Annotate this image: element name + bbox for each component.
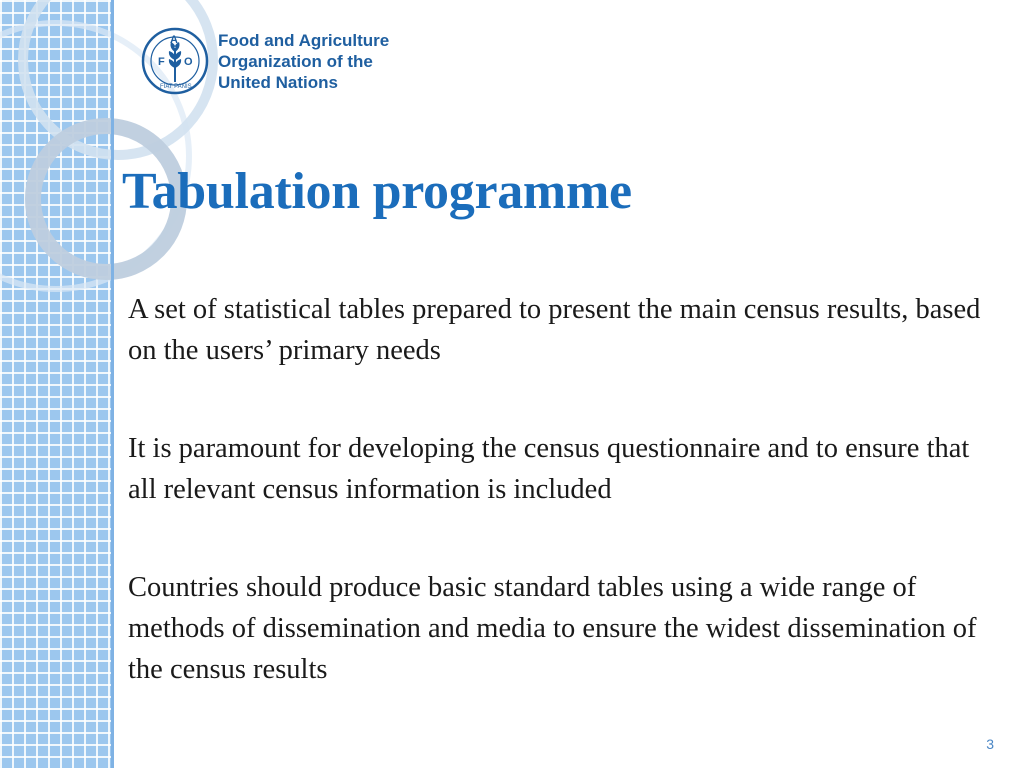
- emblem-letter-a: A: [170, 34, 178, 46]
- organization-name: [218, 30, 389, 93]
- body-paragraph: A set of statistical tables prepared to present the main census results, based on the users’ primary needs: [128, 294, 981, 366]
- organization-name-line: Food and Agriculture: [218, 30, 390, 50]
- organization-name-line: United Nations: [218, 72, 338, 92]
- organization-name-line: Organization of the: [218, 51, 373, 71]
- slide-title: Tabulation programme: [122, 163, 632, 220]
- sidebar-edge: [111, 0, 114, 768]
- emblem-letter-o: O: [184, 56, 193, 68]
- emblem-letter-f: F: [158, 56, 165, 68]
- body-paragraph: Countries should produce basic standard tables using a wide range of methods of dissemination and media to ensure the widest dissemination of the census results: [128, 572, 977, 685]
- emblem-motto: FIAT PANIS: [160, 84, 192, 90]
- fao-emblem-icon: [140, 26, 210, 96]
- page-number: 3: [986, 736, 994, 752]
- fao-logo: [140, 26, 389, 96]
- body-paragraph: It is paramount for developing the census questionnaire and to ensure that all relevant census information is included: [128, 433, 970, 505]
